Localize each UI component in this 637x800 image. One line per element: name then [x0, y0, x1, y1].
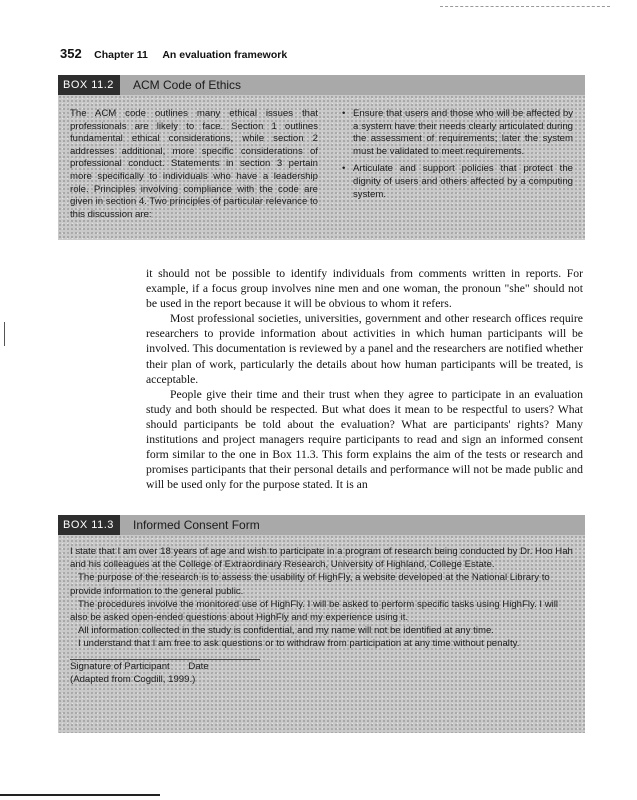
page-number: 352: [60, 46, 82, 61]
box-title: ACM Code of Ethics: [133, 78, 242, 92]
chapter-title: An evaluation framework: [162, 49, 288, 61]
source-citation: (Adapted from Cogdill, 1999.): [70, 673, 196, 685]
form-paragraph: I state that I am over 18 years of age and wish to participate in a program of research being conducted by Dr. Hoo Hah and his colleagues at the College of Extraordinary Research, University of Highland, College Estate.: [70, 546, 573, 571]
form-paragraph: The procedures involve the monitored use of HighFly. I will be asked to perform specific tasks using HighFly. I will also be asked open-ended questions about HighFly and my experience using it.: [70, 598, 559, 624]
bottom-rule: [0, 794, 160, 796]
box-header: [58, 515, 585, 535]
box-title: Informed Consent Form: [133, 518, 260, 532]
box-informed-consent-form: [58, 515, 585, 733]
body-paragraph: it should not be possible to identify individuals from comments written in reports. For example, if a focus group involves nine men and one woman, the pronoun "she" should not be used in the report because it will be obvious to whom it refers.: [146, 267, 583, 311]
box-left-column: The ACM code outlines many ethical issues that professionals are likely to face. Section 1 outlines fundamental ethical considerations, while section 2 addresses additional, more specific considerations of professional conduct. Statements in section 3 pertain more specifically to individuals who have a leadership role. Principles involving compliance with the code are given in section 4. Two principles of particular relevance to this discussion are:: [70, 108, 318, 220]
bullet-item: • Articulate and support policies that protect the dignity of users and others affected by a computing system.: [353, 163, 573, 201]
form-paragraph: The purpose of the research is to assess the usability of HighFly, a website developed at the National Library to provide information to the general public.: [70, 572, 550, 597]
chapter-label: Chapter 11: [94, 49, 148, 61]
box-label: BOX 11.3: [58, 515, 120, 535]
box-right-column: [341, 108, 573, 206]
top-dashed-rule: [440, 6, 610, 7]
body-paragraph: People give their time and their trust when they agree to participate in an evaluation study and both should be respected. But what does it mean to be respectful to users? What should participants be told about the evaluation? What are participants' rights? Many institutions and project managers require participants to read and sign an informed consent form similar to the one in Box 11.3. This form explains the aim of the tests or research and promises participants that their personal details and performance will not be made public and will be used only for the purpose stated. It is an: [146, 387, 583, 492]
body-paragraph: Most professional societies, universities, government and other research offices require researchers to provide information about activities in which human participants will be involved. This documentation is reviewed by a panel and the researchers are notified whether their plan of work, particularly the details about how human participants will be treated, is acceptable.: [146, 312, 583, 386]
margin-mark: [4, 322, 5, 346]
signature-label: Signature of Participant: [70, 660, 170, 672]
box-label: BOX 11.2: [58, 75, 120, 95]
form-paragraph: I understand that I am free to ask questions or to withdraw from participation at any time without penalty.: [78, 638, 520, 650]
box-header: [58, 75, 585, 95]
running-header: [60, 45, 287, 63]
signature-row: [70, 660, 575, 673]
box-acm-code-of-ethics: [58, 75, 585, 240]
consent-form-text: [70, 545, 575, 686]
body-text: [146, 266, 583, 492]
date-label: Date: [188, 660, 209, 672]
bullet-item: • Ensure that users and those who will be affected by a system have their needs clearly articulated during the assessment of requirements; later the system must be validated to meet requirements.: [353, 108, 573, 158]
form-paragraph: All information collected in the study is confidential, and my name will not be identified at any time.: [78, 625, 494, 637]
